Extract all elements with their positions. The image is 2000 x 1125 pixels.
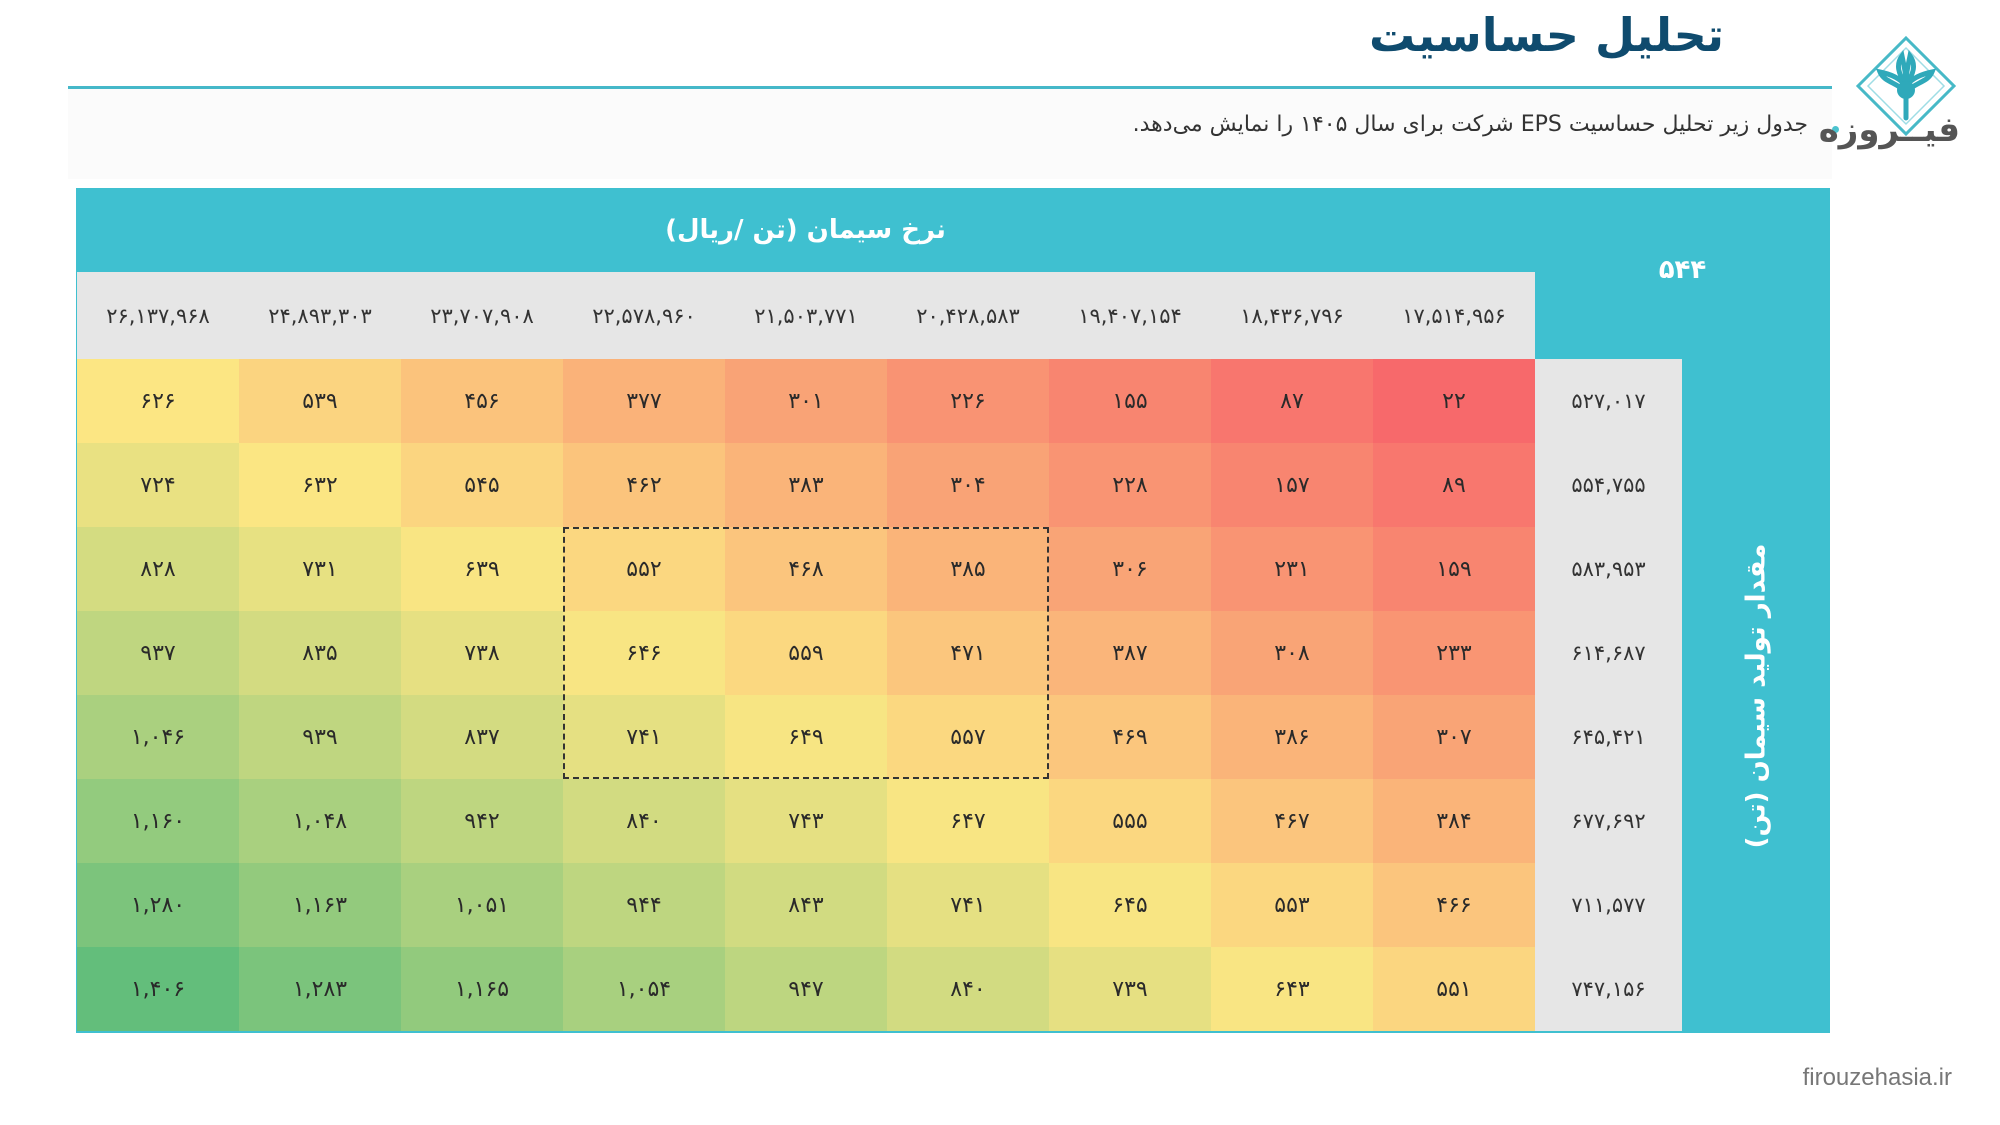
heatmap-cell: ۶۴۹: [725, 695, 887, 779]
heatmap-cell: ۹۴۴: [563, 863, 725, 947]
heatmap-cell: ۵۵۵: [1049, 779, 1211, 863]
footer-url[interactable]: firouzehasia.ir: [1802, 1064, 1952, 1091]
heatmap-cell: ۸۴۰: [887, 947, 1049, 1031]
heatmap-cell: ۳۸۳: [725, 443, 887, 527]
heatmap-cell: ۴۶۲: [563, 443, 725, 527]
heatmap-cell: ۴۶۷: [1211, 779, 1373, 863]
heatmap-cell: ۲۲۸: [1049, 443, 1211, 527]
heatmap-cell: ۲۲: [1373, 359, 1535, 443]
heatmap-cell: ۷۴۱: [563, 695, 725, 779]
heatmap-cell: ۹۴۲: [401, 779, 563, 863]
heatmap-cell: ۶۴۶: [563, 611, 725, 695]
heatmap-cell: ۱,۰۴۶: [77, 695, 239, 779]
page-title: تحلیل حساسیت: [1369, 8, 1724, 62]
base-eps-value: ۵۴۴: [1658, 255, 1707, 285]
heatmap-cell: ۳۷۷: [563, 359, 725, 443]
heatmap-cell: ۱,۲۸۰: [77, 863, 239, 947]
heatmap-cell: ۲۳۳: [1373, 611, 1535, 695]
heatmap-cell: ۸۲۸: [77, 527, 239, 611]
heatmap-cell: ۲۲۶: [887, 359, 1049, 443]
heatmap-cell: ۴۶۸: [725, 527, 887, 611]
heatmap-cell: ۳۸۶: [1211, 695, 1373, 779]
heatmap-cell: ۷۴۱: [887, 863, 1049, 947]
heatmap-cell: ۳۸۵: [887, 527, 1049, 611]
heatmap-cell: ۵۴۵: [401, 443, 563, 527]
heatmap-cell: ۳۰۷: [1373, 695, 1535, 779]
page-subtitle: جدول زیر تحلیل حساسیت EPS شرکت برای سال ۱۴۰۵ را نمایش می‌دهد.: [1132, 112, 1808, 137]
heatmap-cell: ۶۳۹: [401, 527, 563, 611]
heatmap-cell: ۳۸۷: [1049, 611, 1211, 695]
y-tick-label: ۶۱۴,۶۸۷: [1535, 611, 1682, 695]
heatmap-cell: ۳۰۱: [725, 359, 887, 443]
heatmap-cell: ۷۴۳: [725, 779, 887, 863]
heatmap-cell: ۱,۰۵۴: [563, 947, 725, 1031]
heatmap-cell: ۶۳۲: [239, 443, 401, 527]
y-axis-title: مقدار تولید سیمان (تن): [1741, 543, 1772, 849]
heatmap-cell: ۴۵۶: [401, 359, 563, 443]
x-tick-label: ۱۹,۴۰۷,۱۵۴: [1049, 272, 1211, 359]
heatmap-cell: ۵۳۹: [239, 359, 401, 443]
y-tick-label: ۵۸۳,۹۵۳: [1535, 527, 1682, 611]
logo-text: فیــروزه: [1818, 110, 1960, 150]
heatmap-cell: ۵۵۱: [1373, 947, 1535, 1031]
x-tick-label: ۲۴,۸۹۳,۳۰۳: [239, 272, 401, 359]
heatmap-cell: ۷۳۸: [401, 611, 563, 695]
heatmap-cell: ۱,۱۶۳: [239, 863, 401, 947]
heatmap-cell: ۶۴۳: [1211, 947, 1373, 1031]
heatmap-cell: ۹۳۷: [77, 611, 239, 695]
x-axis-title: نرخ سیمان (تن /ریال): [665, 215, 946, 245]
heatmap-cell: ۱۵۷: [1211, 443, 1373, 527]
y-tick-label: ۶۴۵,۴۲۱: [1535, 695, 1682, 779]
heatmap-cell: ۸۴۰: [563, 779, 725, 863]
heatmap-cell: ۴۶۹: [1049, 695, 1211, 779]
heatmap-cell: ۷۳۱: [239, 527, 401, 611]
heatmap-cell: ۱۵۵: [1049, 359, 1211, 443]
heatmap-cell: ۵۵۳: [1211, 863, 1373, 947]
heatmap-cell: ۸۳۵: [239, 611, 401, 695]
heatmap-cell: ۹۳۹: [239, 695, 401, 779]
x-tick-label: ۱۷,۵۱۴,۹۵۶: [1373, 272, 1535, 359]
heatmap-cell: ۸۷: [1211, 359, 1373, 443]
heatmap-cell: ۸۳۷: [401, 695, 563, 779]
heatmap-cell: ۸۹: [1373, 443, 1535, 527]
x-tick-label: ۲۶,۱۳۷,۹۶۸: [77, 272, 239, 359]
heatmap-cell: ۱,۰۵۱: [401, 863, 563, 947]
heatmap-cell: ۱۵۹: [1373, 527, 1535, 611]
heatmap-cell: ۲۳۱: [1211, 527, 1373, 611]
heatmap-cell: ۴۶۶: [1373, 863, 1535, 947]
heatmap-cell: ۵۵۷: [887, 695, 1049, 779]
heatmap-cell: ۵۵۹: [725, 611, 887, 695]
y-axis-title-wrap: [1682, 359, 1830, 1033]
y-tick-label: ۷۴۷,۱۵۶: [1535, 947, 1682, 1031]
heatmap-cell: ۱,۱۶۰: [77, 779, 239, 863]
heatmap-cell: ۱,۲۸۳: [239, 947, 401, 1031]
heatmap-cell: ۷۲۴: [77, 443, 239, 527]
heatmap-cell: ۳۰۶: [1049, 527, 1211, 611]
x-tick-label: ۲۰,۴۲۸,۵۸۳: [887, 272, 1049, 359]
heatmap-cell: ۸۴۳: [725, 863, 887, 947]
heatmap-cell: ۳۰۴: [887, 443, 1049, 527]
heatmap-cell: ۱,۴۰۶: [77, 947, 239, 1031]
y-tick-label: ۵۲۷,۰۱۷: [1535, 359, 1682, 443]
heatmap-cell: ۴۷۱: [887, 611, 1049, 695]
x-tick-label: ۲۲,۵۷۸,۹۶۰: [563, 272, 725, 359]
heatmap-cell: ۶۴۵: [1049, 863, 1211, 947]
heatmap-cell: ۱,۰۴۸: [239, 779, 401, 863]
heatmap-cell: ۳۸۴: [1373, 779, 1535, 863]
y-tick-label: ۶۷۷,۶۹۲: [1535, 779, 1682, 863]
x-tick-label: ۱۸,۴۳۶,۷۹۶: [1211, 272, 1373, 359]
x-tick-label: ۲۳,۷۰۷,۹۰۸: [401, 272, 563, 359]
heatmap-cell: ۷۳۹: [1049, 947, 1211, 1031]
x-tick-label: ۲۱,۵۰۳,۷۷۱: [725, 272, 887, 359]
heatmap-cell: ۱,۱۶۵: [401, 947, 563, 1031]
heatmap-cell: ۶۲۶: [77, 359, 239, 443]
y-tick-label: ۷۱۱,۵۷۷: [1535, 863, 1682, 947]
heatmap-cell: ۶۴۷: [887, 779, 1049, 863]
heatmap-cell: ۵۵۲: [563, 527, 725, 611]
heatmap-cell: ۹۴۷: [725, 947, 887, 1031]
heatmap-cell: ۳۰۸: [1211, 611, 1373, 695]
y-tick-label: ۵۵۴,۷۵۵: [1535, 443, 1682, 527]
